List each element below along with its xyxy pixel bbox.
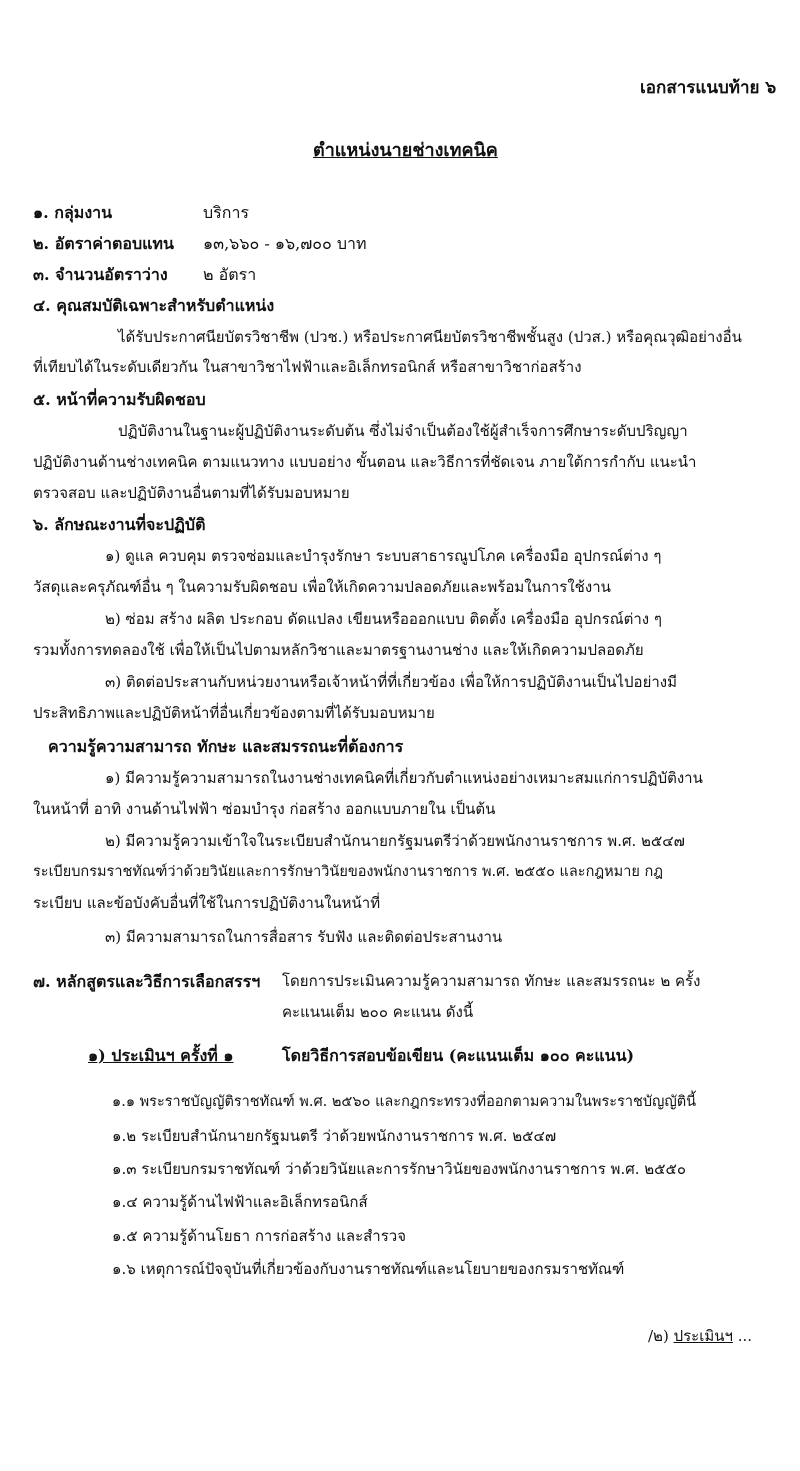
section-7-description: โดยการประเมินความรู้ความสามารถ ทักษะ และสมรรถนะ ๒ ครั้ง	[282, 972, 701, 990]
assessment-1-item: ๑.๔ ความรู้ด้านไฟฟ้าและอิเล็กทรอนิกส์	[112, 1193, 368, 1211]
field-value-vacancies: ๒ อัตรา	[203, 265, 257, 284]
assessment-1-method: โดยวิธีการสอบข้อเขียน (คะแนนเต็ม ๑๐๐ คะแนน)	[282, 1046, 635, 1065]
assessment-1-item: ๑.๑ พระราชบัญญัติราชทัณฑ์ พ.ศ. ๒๕๖๐ และกฎกระทรวงที่ออกตามความในพระราชบัญญัตินี้	[112, 1094, 697, 1110]
assessment-1-item: ๑.๕ ความรู้ด้านโยธา การก่อสร้าง และสำรวจ	[112, 1227, 406, 1245]
competency-heading: ความรู้ความสามารถ ทักษะ และสมรรถนะที่ต้องการ	[48, 737, 404, 756]
section-6-line: ๑) ดูแล ควบคุม ตรวจซ่อมและบำรุงรักษา ระบบสาธารณูปโภค เครื่องมือ อุปกรณ์ต่าง ๆ	[105, 547, 662, 565]
continuation-ellipsis: ...	[737, 1327, 752, 1345]
assessment-1-item: ๑.๓ ระเบียบกรมราชทัณฑ์ ว่าด้วยวินัยและการรักษาวินัยของพนักงานราชการ พ.ศ. ๒๕๕๐	[112, 1160, 687, 1178]
section-6-line: ๒) ซ่อม สร้าง ผลิต ประกอบ ดัดแปลง เขียนหรือออกแบบ ติดตั้ง เครื่องมือ อุปกรณ์ต่าง ๆ	[105, 610, 662, 628]
section-4-heading: ๔. คุณสมบัติเฉพาะสำหรับตำแหน่ง	[33, 296, 275, 315]
section-4-line: ได้รับประกาศนียบัตรวิชาชีพ (ปวช.) หรือประกาศนียบัตรวิชาชีพชั้นสูง (ปวส.) หรือคุณวุฒิอย่างอื่น	[118, 328, 742, 346]
section-5-line: ปฏิบัติงานในฐานะผู้ปฏิบัติงานระดับต้น ซึ่งไม่จำเป็นต้องใช้ผู้สำเร็จการศึกษาระดับปริญญา	[118, 422, 688, 440]
section-5-line: ปฏิบัติงานด้านช่างเทคนิค ตามแนวทาง แบบอย่าง ขั้นตอน และวิธีการที่ชัดเจน ภายใต้การกำกับ แนะนำ	[33, 453, 697, 471]
field-label-vacancies: ๓. จำนวนอัตราว่าง	[33, 265, 168, 284]
attachment-label: เอกสารแนบท้าย ๖	[640, 78, 777, 98]
competency-line: ๓) มีความสามารถในการสื่อสาร รับฟัง และติดต่อประสานงาน	[105, 928, 503, 946]
section-6-heading: ๖. ลักษณะงานที่จะปฏิบัติ	[33, 515, 206, 534]
document-title: ตำแหน่งนายช่างเทคนิค	[313, 140, 498, 161]
section-6-line: รวมทั้งการทดลองใช้ เพื่อให้เป็นไปตามหลักวิชาและมาตรฐานงานช่าง และให้เกิดความปลอดภัย	[33, 641, 644, 659]
continuation-note	[648, 1327, 752, 1346]
section-5-heading: ๕. หน้าที่ความรับผิดชอบ	[33, 390, 206, 409]
competency-line: ระเบียบกรมราชทัณฑ์ว่าด้วยวินัยและการรักษาวินัยของพนักงานราชการ พ.ศ. ๒๕๕๐ และกฎหมาย กฎ	[33, 864, 663, 880]
field-value-compensation: ๑๓,๖๖๐ - ๑๖,๗๐๐ บาท	[203, 234, 367, 253]
assessment-1-label: ๑) ประเมินฯ ครั้งที่ ๑	[88, 1046, 234, 1065]
section-6-line: วัสดุและครุภัณฑ์อื่น ๆ ในความรับผิดชอบ เพื่อให้เกิดความปลอดภัยและพร้อมในการใช้งาน	[33, 578, 611, 596]
section-5-line: ตรวจสอบ และปฏิบัติงานอื่นตามที่ได้รับมอบหมาย	[33, 484, 350, 502]
assessment-1-item: ๑.๖ เหตุการณ์ปัจจุบันที่เกี่ยวข้องกับงานราชทัณฑ์และนโยบายของกรมราชทัณฑ์	[112, 1260, 625, 1278]
section-4-line: ที่เทียบได้ในระดับเดียวกัน ในสาขาวิชาไฟฟ้าและอิเล็กทรอนิกส์ หรือสาขาวิชาก่อสร้าง	[33, 358, 582, 376]
field-label-compensation: ๒. อัตราค่าตอบแทน	[33, 234, 174, 253]
continuation-link: ประเมินฯ	[673, 1327, 733, 1345]
field-value-work-group: บริการ	[203, 203, 250, 222]
competency-line: ในหน้าที่ อาทิ งานด้านไฟฟ้า ซ่อมบำรุง ก่อสร้าง ออกแบบภายใน เป็นต้น	[33, 800, 496, 818]
field-label-work-group: ๑. กลุ่มงาน	[33, 203, 113, 222]
section-6-line: ๓) ติดต่อประสานกับหน่วยงานหรือเจ้าหน้าที่ที่เกี่ยวข้อง เพื่อให้การปฏิบัติงานเป็นไปอย่างมี	[105, 673, 677, 691]
section-7-heading: ๗. หลักสูตรและวิธีการเลือกสรรฯ	[33, 972, 261, 991]
continuation-prefix: /๒)	[648, 1327, 669, 1345]
competency-line: ระเบียบ และข้อบังคับอื่นที่ใช้ในการปฏิบัติงานในหน้าที่	[33, 894, 381, 912]
competency-line: ๒) มีความรู้ความเข้าใจในระเบียบสำนักนายกรัฐมนตรีว่าด้วยพนักงานราชการ พ.ศ. ๒๕๔๗	[105, 832, 685, 850]
section-6-line: ประสิทธิภาพและปฏิบัติหน้าที่อื่นเกี่ยวข้องตามที่ได้รับมอบหมาย	[33, 704, 435, 722]
competency-line: ๑) มีความรู้ความสามารถในงานช่างเทคนิคที่เกี่ยวกับตำแหน่งอย่างเหมาะสมแก่การปฏิบัติงาน	[105, 769, 703, 787]
section-7-description: คะแนนเต็ม ๒๐๐ คะแนน ดังนี้	[282, 1003, 474, 1021]
assessment-1-item: ๑.๒ ระเบียบสำนักนายกรัฐมนตรี ว่าด้วยพนักงานราชการ พ.ศ. ๒๕๔๗	[112, 1127, 557, 1145]
